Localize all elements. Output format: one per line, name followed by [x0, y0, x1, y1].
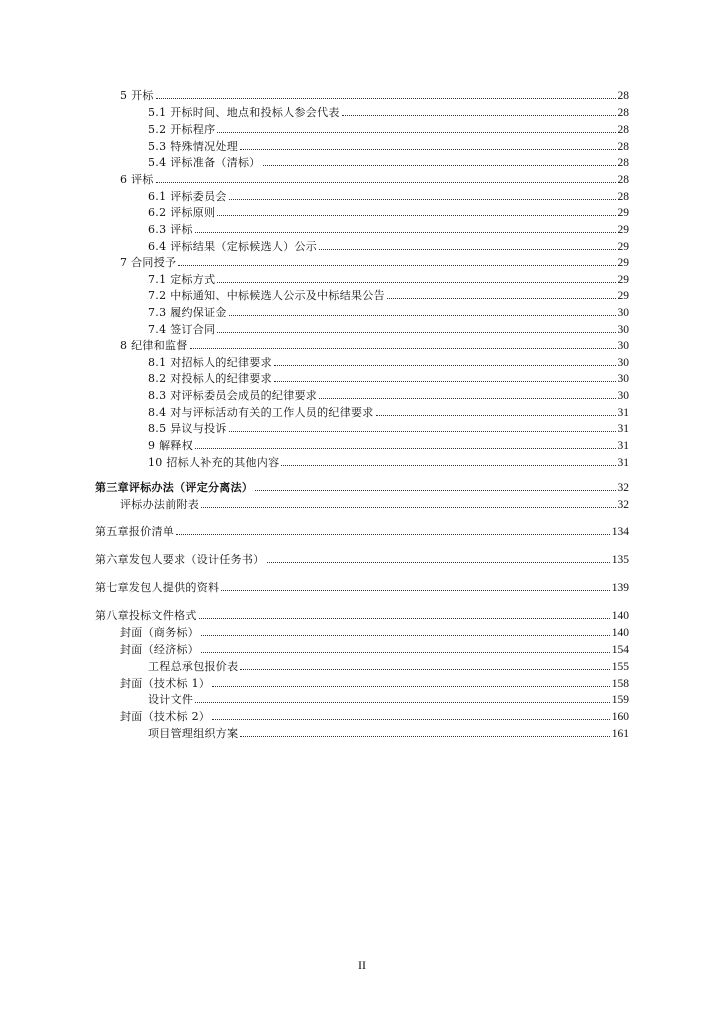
toc-dot-leader [199, 618, 610, 619]
toc-entry-page: 30 [617, 340, 629, 352]
toc-entry-label: 8.1 对招标人的纪律要求 [148, 356, 272, 369]
toc-entry-label: 6 评标 [120, 173, 154, 186]
toc-dot-leader [212, 719, 610, 720]
toc-entry-label: 第三章评标办法（评定分离法） [95, 481, 254, 494]
toc-dot-leader [281, 465, 615, 466]
toc-entry[interactable] [148, 240, 629, 254]
toc-dot-leader [217, 215, 615, 216]
toc-entry[interactable] [120, 89, 629, 103]
toc-entry-page: 139 [611, 582, 629, 594]
toc-dot-leader [267, 562, 610, 563]
toc-entry-page: 29 [617, 241, 629, 253]
toc-entry[interactable] [148, 223, 629, 237]
toc-dot-leader [240, 736, 609, 737]
toc-entry-page: 154 [611, 644, 629, 656]
toc-dot-leader [201, 635, 610, 636]
toc-dot-leader [319, 398, 615, 399]
toc-entry[interactable] [148, 727, 629, 741]
toc-entry[interactable] [148, 123, 629, 137]
toc-entry[interactable] [148, 389, 629, 403]
toc-dot-leader [229, 315, 616, 316]
toc-dot-leader [195, 232, 616, 233]
toc-entry[interactable] [120, 173, 629, 187]
toc-entry-label: 第六章发包人要求（设计任务书） [95, 553, 265, 566]
toc-entry-page: 28 [617, 157, 629, 169]
toc-entry[interactable] [120, 643, 629, 657]
toc-entry-page: 30 [617, 390, 629, 402]
toc-entry[interactable] [120, 339, 629, 353]
toc-entry-page: 161 [611, 728, 629, 740]
toc-entry-label: 封面（技术标 1） [120, 677, 211, 690]
toc-entry[interactable] [148, 106, 629, 120]
toc-entry-label: 第八章投标文件格式 [95, 609, 197, 622]
toc-entry-label: 7.3 履约保证金 [148, 306, 227, 319]
toc-entry[interactable] [148, 323, 629, 337]
toc-entry-label: 8 纪律和监督 [120, 339, 188, 352]
toc-entry[interactable] [148, 156, 629, 170]
toc-entry-label: 5.3 特殊情况处理 [148, 140, 238, 153]
toc-dot-leader [274, 365, 616, 366]
toc-entry-page: 160 [611, 711, 629, 723]
toc-entry-page: 30 [617, 307, 629, 319]
toc-dot-leader [201, 652, 610, 653]
toc-entry-label: 7.4 签订合同 [148, 323, 216, 336]
toc-dot-leader [201, 507, 615, 508]
toc-entry-label: 5.4 评标准备（清标） [148, 156, 261, 169]
toc-entry-label: 5.2 开标程序 [148, 123, 216, 136]
toc-entry-page: 30 [617, 373, 629, 385]
toc-entry-page: 29 [617, 290, 629, 302]
toc-entry-label: 封面（商务标） [120, 626, 200, 639]
toc-entry[interactable] [148, 206, 629, 220]
toc-dot-leader [156, 98, 616, 99]
toc-entry-page: 159 [611, 694, 629, 706]
toc-dot-leader [176, 534, 610, 535]
toc-entry-label: 设计文件 [148, 693, 194, 706]
toc-entry-label: 7.2 中标通知、中标候选人公示及中标结果公告 [148, 289, 385, 302]
toc-entry-page: 31 [617, 407, 629, 419]
toc-dot-leader [263, 165, 616, 166]
toc-entry-label: 第七章发包人提供的资料 [95, 581, 220, 594]
toc-entry-page: 28 [617, 124, 629, 136]
toc-dot-leader [212, 686, 610, 687]
toc-entry-label: 7.1 定标方式 [148, 273, 216, 286]
toc-entry-page: 28 [617, 107, 629, 119]
toc-entry[interactable] [120, 256, 629, 270]
toc-entry[interactable] [148, 693, 629, 707]
toc-entry[interactable] [120, 710, 629, 724]
toc-entry[interactable] [148, 422, 629, 436]
toc-dot-leader [221, 590, 609, 591]
toc-entry-label: 评标办法前附表 [120, 498, 200, 511]
toc-entry-label: 8.4 对与评标活动有关的工作人员的纪律要求 [148, 406, 374, 419]
toc-entry-label: 6.1 评标委员会 [148, 190, 227, 203]
toc-entry-page: 28 [617, 90, 629, 102]
toc-entry[interactable] [148, 406, 629, 420]
toc-entry-page: 135 [611, 554, 629, 566]
toc-dot-leader [376, 415, 616, 416]
toc-entry[interactable] [148, 289, 629, 303]
toc-entry-page: 155 [611, 661, 629, 673]
toc-entry-page: 29 [617, 207, 629, 219]
toc-entry-label: 6.4 评标结果（定标候选人）公示 [148, 240, 318, 253]
toc-dot-leader [178, 265, 615, 266]
toc-entry-label: 8.3 对评标委员会成员的纪律要求 [148, 389, 318, 402]
toc-dot-leader [195, 448, 616, 449]
toc-entry-label: 封面（经济标） [120, 643, 200, 656]
toc-entry-page: 29 [617, 274, 629, 286]
toc-entry-label: 第五章报价清单 [95, 525, 175, 538]
toc-entry[interactable] [120, 498, 629, 512]
toc-dot-leader [274, 381, 616, 382]
toc-entry[interactable] [148, 660, 629, 674]
toc-entry-label: 6.3 评标 [148, 223, 193, 236]
toc-entry[interactable] [148, 456, 629, 470]
footer-page-number: II [358, 958, 366, 972]
toc-entry-page: 29 [617, 224, 629, 236]
toc-entry-page: 140 [611, 610, 629, 622]
toc-entry-page: 31 [617, 423, 629, 435]
toc-dot-leader [195, 702, 610, 703]
toc-dot-leader [319, 249, 615, 250]
toc-dot-leader [229, 431, 616, 432]
toc-entry-label: 9 解释权 [148, 439, 193, 452]
toc-entry-page: 31 [617, 440, 629, 452]
toc-entry[interactable] [148, 273, 629, 287]
toc-entry-page: 30 [617, 324, 629, 336]
toc-entry[interactable] [95, 609, 629, 623]
toc-entry-page: 30 [617, 357, 629, 369]
toc-entry[interactable] [148, 372, 629, 386]
toc-entry[interactable] [148, 140, 629, 154]
toc-dot-leader [217, 282, 615, 283]
toc-entry-label: 封面（技术标 2） [120, 710, 211, 723]
toc-entry-page: 31 [617, 457, 629, 469]
toc-entry-label: 7 合同授予 [120, 256, 177, 269]
toc-entry-label: 10 招标人补充的其他内容 [148, 456, 280, 469]
toc-entry-page: 28 [617, 191, 629, 203]
toc-dot-leader [387, 298, 616, 299]
toc-dot-leader [217, 132, 615, 133]
toc-dot-leader [255, 490, 615, 491]
toc-entry[interactable] [95, 481, 629, 495]
toc-entry-label: 项目管理组织方案 [148, 727, 239, 740]
toc-entry-page: 28 [617, 141, 629, 153]
toc-entry-page: 134 [611, 526, 629, 538]
toc-entry-page: 32 [617, 499, 629, 511]
toc-entry-label: 5 开标 [120, 89, 154, 102]
toc-entry-label: 工程总承包报价表 [148, 660, 239, 673]
toc-entry[interactable] [120, 677, 629, 691]
toc-entry[interactable] [95, 525, 629, 539]
toc-dot-leader [229, 199, 616, 200]
toc-dot-leader [217, 332, 615, 333]
toc-entry[interactable] [148, 190, 629, 204]
toc-entry-page: 28 [617, 174, 629, 186]
toc-dot-leader [240, 149, 616, 150]
toc-entry[interactable] [148, 439, 629, 453]
toc-entry-label: 5.1 开标时间、地点和投标人参会代表 [148, 106, 340, 119]
toc-entry[interactable] [148, 306, 629, 320]
toc-dot-leader [240, 669, 609, 670]
toc-entry-page: 158 [611, 678, 629, 690]
toc-entry[interactable] [95, 553, 629, 567]
toc-dot-leader [156, 182, 616, 183]
toc-entry-label: 8.2 对投标人的纪律要求 [148, 372, 272, 385]
toc-entry-page: 29 [617, 257, 629, 269]
toc-entry-label: 6.2 评标原则 [148, 206, 216, 219]
toc-entry-page: 32 [617, 482, 629, 494]
toc-dot-leader [342, 115, 616, 116]
toc-dot-leader [190, 348, 616, 349]
toc-entry[interactable] [148, 356, 629, 370]
toc-entry-label: 8.5 异议与投诉 [148, 422, 227, 435]
toc-entry[interactable] [120, 626, 629, 640]
toc-entry-page: 140 [611, 627, 629, 639]
toc-entry[interactable] [95, 581, 629, 595]
